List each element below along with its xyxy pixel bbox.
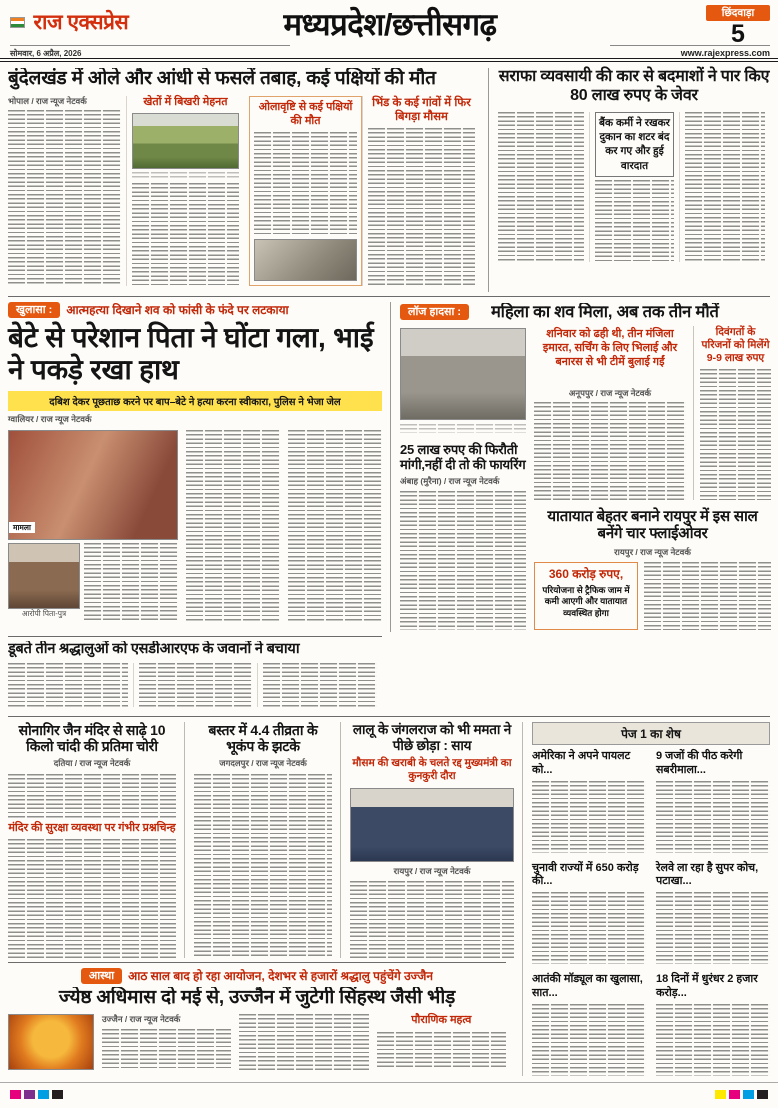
body-text-placeholder: [532, 781, 646, 853]
page1-rest-columns: [532, 750, 770, 1076]
article-simhastha-body: [8, 1014, 506, 1070]
section-divider: [8, 636, 382, 637]
article-murder-subhead: दबिश देकर पूछताछ करने पर बाप–बेटे ने हत्या करना स्वीकारा, पुलिस ने भेजा जेल: [8, 391, 382, 411]
photo-block: [8, 430, 178, 622]
body-text-placeholder: [595, 180, 675, 262]
page-title: मध्यप्रदेश/छत्तीसगढ़: [283, 7, 497, 42]
dateline: सोमवार, 6 अप्रैल, 2026: [10, 45, 290, 59]
continuation-headline: अमेरिका ने अपने पायलट को...: [532, 750, 631, 776]
photo-label: मामला: [9, 522, 35, 533]
flag-icon: [10, 17, 25, 28]
body-text-placeholder: [288, 430, 382, 622]
body-text-placeholder: [8, 663, 128, 707]
portrait-caption: आरोपी पिता-पुत्र: [21, 608, 67, 618]
article-lodge-subhead: शनिवार को ढही थी, तीन मंजिला इमारत, सर्चिंग के लिए भिलाई और बनारस से भी टीमें बुलाई गईं: [542, 328, 678, 368]
photo-caption-placeholder: [400, 424, 526, 433]
continuation-item: [532, 750, 646, 853]
article-hail-byline: भोपाल / राज न्यूज नेटवर्क: [8, 96, 87, 107]
article-cm-headline: लालू के जंगलराज को भी ममता ने पीछे छोड़ा : साय: [352, 722, 512, 753]
column-rule: [184, 722, 185, 958]
magenta-mark: [729, 1090, 740, 1099]
photo-row: [8, 543, 178, 622]
body-text-placeholder: [532, 1004, 646, 1076]
article-robbery-columns: [498, 112, 770, 262]
cyan-mark: [743, 1090, 754, 1099]
article-flyover: [534, 508, 771, 630]
body-text-placeholder: [656, 1004, 770, 1076]
body-text-placeholder: [532, 892, 646, 964]
edition-badge: छिंदवाड़ा: [706, 5, 770, 21]
body-text-placeholder: [400, 491, 526, 630]
body-text-placeholder: [350, 881, 514, 958]
text-column: [126, 96, 244, 286]
article-murder-byline: ग्वालियर / राज न्यूज नेटवर्क: [8, 413, 92, 424]
text-column: [377, 1014, 506, 1070]
article-flyover-body: [534, 562, 771, 630]
sidebox-headline: दिवंगतों के परिजनों को मिलेंगे 9-9 लाख रुपए: [701, 326, 770, 365]
body-text-placeholder: [8, 110, 121, 286]
text-column: [8, 96, 126, 286]
article-idol-theft-byline: दतिया / राज न्यूज नेटवर्क: [53, 758, 131, 769]
article-robbery-headline: सराफा व्यवसायी की कार से बदमाशों ने पार किए 80 लाख रुपए के जेवर: [498, 68, 770, 104]
subhead-birds: ओलावृष्टि से कई पक्षियों की मौत: [258, 101, 353, 127]
text-column: [102, 1014, 231, 1070]
photo-crime-scene: [8, 430, 178, 540]
body-text-placeholder: [498, 112, 584, 262]
cost-highlight-box: [534, 562, 638, 630]
article-ransom-byline: अंबाह (मुरैना) / राज न्यूज नेटवर्क: [400, 476, 500, 487]
article-murder-kicker-row: [8, 302, 382, 318]
article-cm-statement: [350, 722, 514, 958]
body-text-placeholder: [132, 183, 239, 286]
print-color-marks-left: [10, 1090, 63, 1099]
text-column: [133, 663, 258, 707]
body-text-placeholder: [186, 430, 280, 622]
masthead: [0, 0, 778, 62]
article-murder-headline: बेटे से परेशान पिता ने घोंटा गला, भाई ने पकड़े रखा हाथ: [8, 322, 374, 386]
photo-hail-field: [132, 113, 239, 169]
article-idol-theft-headline: सोनागिर जैन मंदिर से साढ़े 10 किलो चांदी की प्रतिमा चोरी: [18, 722, 166, 755]
body-text-placeholder: [8, 839, 176, 958]
body-text-placeholder: [534, 402, 686, 500]
continuation-headline: 9 जजों की पीठ करेगी सबरीमाला...: [656, 750, 743, 776]
body-text-placeholder: [254, 132, 357, 237]
continuation-headline: आतंकी मॉड्यूल का खुलासा, सात...: [532, 973, 643, 1000]
compensation-sidebox: [693, 326, 771, 500]
body-text-placeholder: [84, 543, 178, 622]
body-text-placeholder: [377, 1032, 506, 1070]
body-text-placeholder: [139, 663, 253, 707]
text-column: [8, 663, 133, 707]
article-earthquake-headline: बस्तर में 4.4 तीव्रता के भूकंप के झटके: [208, 722, 318, 755]
body-text-placeholder: [656, 892, 770, 964]
body-text-placeholder: [194, 774, 332, 958]
cost-amount: 360 करोड़ रुपए,: [548, 566, 624, 581]
continuation-item: [656, 750, 770, 853]
photo-deity-idol: [8, 1014, 94, 1070]
article-earthquake: [194, 722, 332, 958]
continuation-item: [532, 862, 646, 965]
article-hail: [8, 68, 480, 292]
kicker-badge: आस्था: [81, 968, 122, 984]
portrait-block: [8, 543, 80, 622]
lodge-region: [390, 302, 770, 632]
section-divider: [8, 716, 770, 717]
article-simhastha-byline: उज्जैन / राज न्यूज नेटवर्क: [102, 1014, 181, 1025]
section-divider: [8, 962, 506, 963]
article-lodge-byline: अनूपपुर / राज न्यूज नेटवर्क: [568, 388, 652, 398]
body-text-placeholder: [368, 128, 475, 286]
page1-rest-header: पेज 1 का शेष: [532, 722, 770, 745]
logo-text: राज एक्सप्रेस: [33, 11, 129, 34]
print-color-marks-right: [715, 1090, 768, 1099]
black-mark: [757, 1090, 768, 1099]
article-flyover-byline: रायपुर / राज न्यूज नेटवर्क: [614, 546, 691, 557]
subhead-fields: खेतों में बिखरी मेहनत: [143, 96, 228, 109]
page1-rest-right-column: [656, 750, 770, 1076]
article-simhastha-headline: ज्येष्ठ अधिमास दो मई से, उज्जैन में जुटेगी सिंहस्थ जैसी भीड़: [58, 987, 456, 1008]
box-birds-death: [249, 96, 362, 286]
page-bottom-rule: [0, 1082, 778, 1083]
article-idol-theft: [8, 722, 176, 958]
body-text-placeholder: [644, 562, 771, 630]
body-text-placeholder: [8, 774, 176, 818]
article-simhastha-kicker-row: [8, 968, 506, 984]
article-earthquake-byline: जगदलपुर / राज न्यूज नेटवर्क: [219, 758, 307, 769]
purple-mark: [24, 1090, 35, 1099]
article-ransom-headline: 25 लाख रुपए की फिरौती मांगी,नहीं दी तो की फायरिंग: [400, 442, 526, 473]
article-lodge-headline: महिला का शव मिला, अब तक तीन मौतें: [491, 303, 719, 321]
continuation-item: [532, 973, 646, 1076]
article-cm-byline: रायपुर / राज न्यूज नेटवर्क: [393, 865, 471, 876]
article-simhastha-subhead: पौराणिक महत्व: [411, 1014, 472, 1027]
body-text-placeholder: [263, 663, 377, 707]
newspaper-logo: [10, 8, 128, 36]
section-divider: [8, 296, 770, 297]
body-text-placeholder: [102, 1029, 231, 1070]
column-rule: [340, 722, 341, 958]
body-text-placeholder: [700, 369, 771, 500]
article-murder: [8, 302, 382, 632]
continuation-item: [656, 862, 770, 965]
article-robbery-subhead: बैंक कर्मी ने रखकर दुकान का शटर बंद कर गए और हुई वारदात: [595, 112, 675, 177]
article-ransom: [400, 442, 526, 630]
magenta-mark: [10, 1090, 21, 1099]
article-rescue-columns: [8, 663, 382, 707]
article-cm-subhead: मौसम की खराबी के चलते रद्द मुख्यमंत्री का कुनकुरी दौरा: [352, 757, 512, 783]
body-text-placeholder: [656, 781, 770, 853]
kicker-text: आत्महत्या दिखाने शव को फांसी के फंदे पर लटकाया: [66, 302, 289, 317]
text-column: [362, 96, 480, 286]
text-column: [498, 112, 589, 262]
continuation-headline: रेलवे ला रहा है सुपर कोच, पटाखा...: [656, 861, 759, 888]
article-murder-body: [8, 430, 382, 622]
article-rescue-headline: डूबते तीन श्रद्धालुओं को एसडीआरएफ के जवानों ने बचाया: [8, 641, 300, 657]
article-robbery: [488, 68, 770, 292]
photo-press-conference: [350, 788, 514, 862]
article-hail-headline: बुंदेलखंड में ओले और आंधी से फसलें तबाह, कई पक्षियों की मौत: [8, 68, 436, 89]
cyan-mark: [38, 1090, 49, 1099]
continuation-headline: 18 दिनों में धुरंधर 2 हजार करोड़...: [656, 973, 758, 1000]
text-column: [257, 663, 382, 707]
column-rule: [522, 722, 523, 1076]
page1-rest-left-column: [532, 750, 646, 1076]
text-column: [679, 112, 770, 262]
article-flyover-headline: यातायात बेहतर बनाने रायपुर में इस साल बनेंगे चार फ्लाईओवर: [547, 508, 758, 543]
page-number: 5: [731, 20, 745, 48]
kicker-badge: खुलासा :: [8, 302, 60, 318]
photo-accused-portrait: [8, 543, 80, 609]
continuation-item: [656, 973, 770, 1076]
photo-dead-birds: [254, 239, 357, 281]
body-text-placeholder: [685, 112, 765, 262]
website-url: www.rajexpress.com: [610, 45, 770, 58]
body-text-placeholder: [239, 1014, 368, 1070]
yellow-mark: [715, 1090, 726, 1099]
cost-text: परियोजना से ट्रैफिक जाम में कमी आएगी और यातायात व्यवस्थित होगा: [542, 584, 630, 618]
article-idol-theft-subhead: मंदिर की सुरक्षा व्यवस्था पर गंभीर प्रश्नचिन्ह: [8, 821, 176, 834]
photo-collapsed-lodge: [400, 328, 526, 420]
article-simhastha: [8, 968, 506, 1076]
black-mark: [52, 1090, 63, 1099]
article-hail-columns: [8, 96, 480, 286]
article-rescue: [8, 641, 382, 711]
kicker-text: आठ साल बाद हो रहा आयोजन, देशभर से हजारों श्रद्धालु पहुंचेंगे उज्जैन: [128, 968, 434, 983]
text-column: [589, 112, 680, 262]
photo-caption-placeholder: [132, 172, 239, 180]
kicker-badge: लॉज हादसा :: [400, 304, 469, 320]
page1-rest-section: [532, 722, 770, 1076]
continuation-headline: चुनावी राज्यों में 650 करोड़ की...: [532, 861, 639, 888]
subhead-bhind: भिंड के कई गांवों में फिर बिगड़ा मौसम: [372, 97, 471, 124]
